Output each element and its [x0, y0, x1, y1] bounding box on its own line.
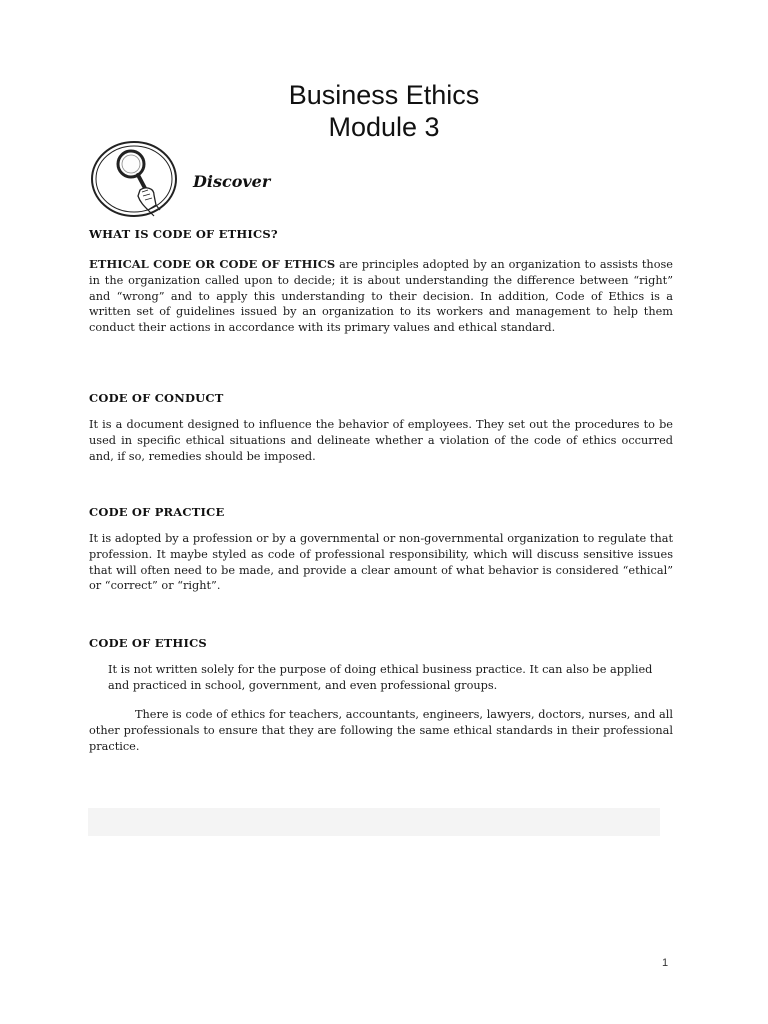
shaded-band: [88, 808, 660, 836]
what-is-heading: WHAT IS CODE OF ETHICS?: [89, 227, 278, 241]
ethics-paragraph-1: It is not written solely for the purpose of doing ethical business practice. It can also be applied and practiced in school, government, and even professional groups.: [108, 663, 653, 692]
document-subtitle: Module 3: [328, 112, 440, 142]
discover-label: Discover: [193, 172, 271, 191]
what-is-lead: ETHICAL CODE OR CODE OF ETHICS: [89, 257, 336, 271]
page-number: 1: [662, 957, 669, 969]
ethics-paragraph-2: There is code of ethics for teachers, accountants, engineers, lawyers, doctors, nurses, and all other professionals to ensure that they are following the same ethical standards in their professional practice.: [89, 708, 673, 753]
conduct-paragraph: It is a document designed to influence the behavior of employees. They set out the procedures to be used in specific ethical situations and delineate whether a violation of the code of ethics occurred and, if so, remedies should be imposed.: [89, 418, 673, 463]
conduct-heading: CODE OF CONDUCT: [89, 391, 224, 405]
practice-heading: CODE OF PRACTICE: [89, 505, 225, 519]
what-is-body: are principles adopted by an organization to assists those in the organization called upon to decide; it is about understanding the difference between “right” and “wrong” and to apply this understanding to their decision. In addition, Code of Ethics is a written set of guidelines issued by an organization to its workers and management to help them conduct their actions in accordance with its primary values and ethical standard.: [89, 258, 673, 335]
magnifying-glass-hand-icon: [90, 140, 180, 220]
practice-paragraph: It is adopted by a profession or by a governmental or non-governmental organization to regulate that profession. It maybe styled as code of professional responsibility, which will discuss sensitive issues that will often need to be made, and provide a clear amount of what behavior is considered “ethical” or “correct” or “right”.: [89, 532, 673, 593]
ethics-heading: CODE OF ETHICS: [89, 636, 207, 650]
what-is-paragraph: [89, 257, 673, 336]
document-title: Business Ethics: [288, 80, 480, 110]
